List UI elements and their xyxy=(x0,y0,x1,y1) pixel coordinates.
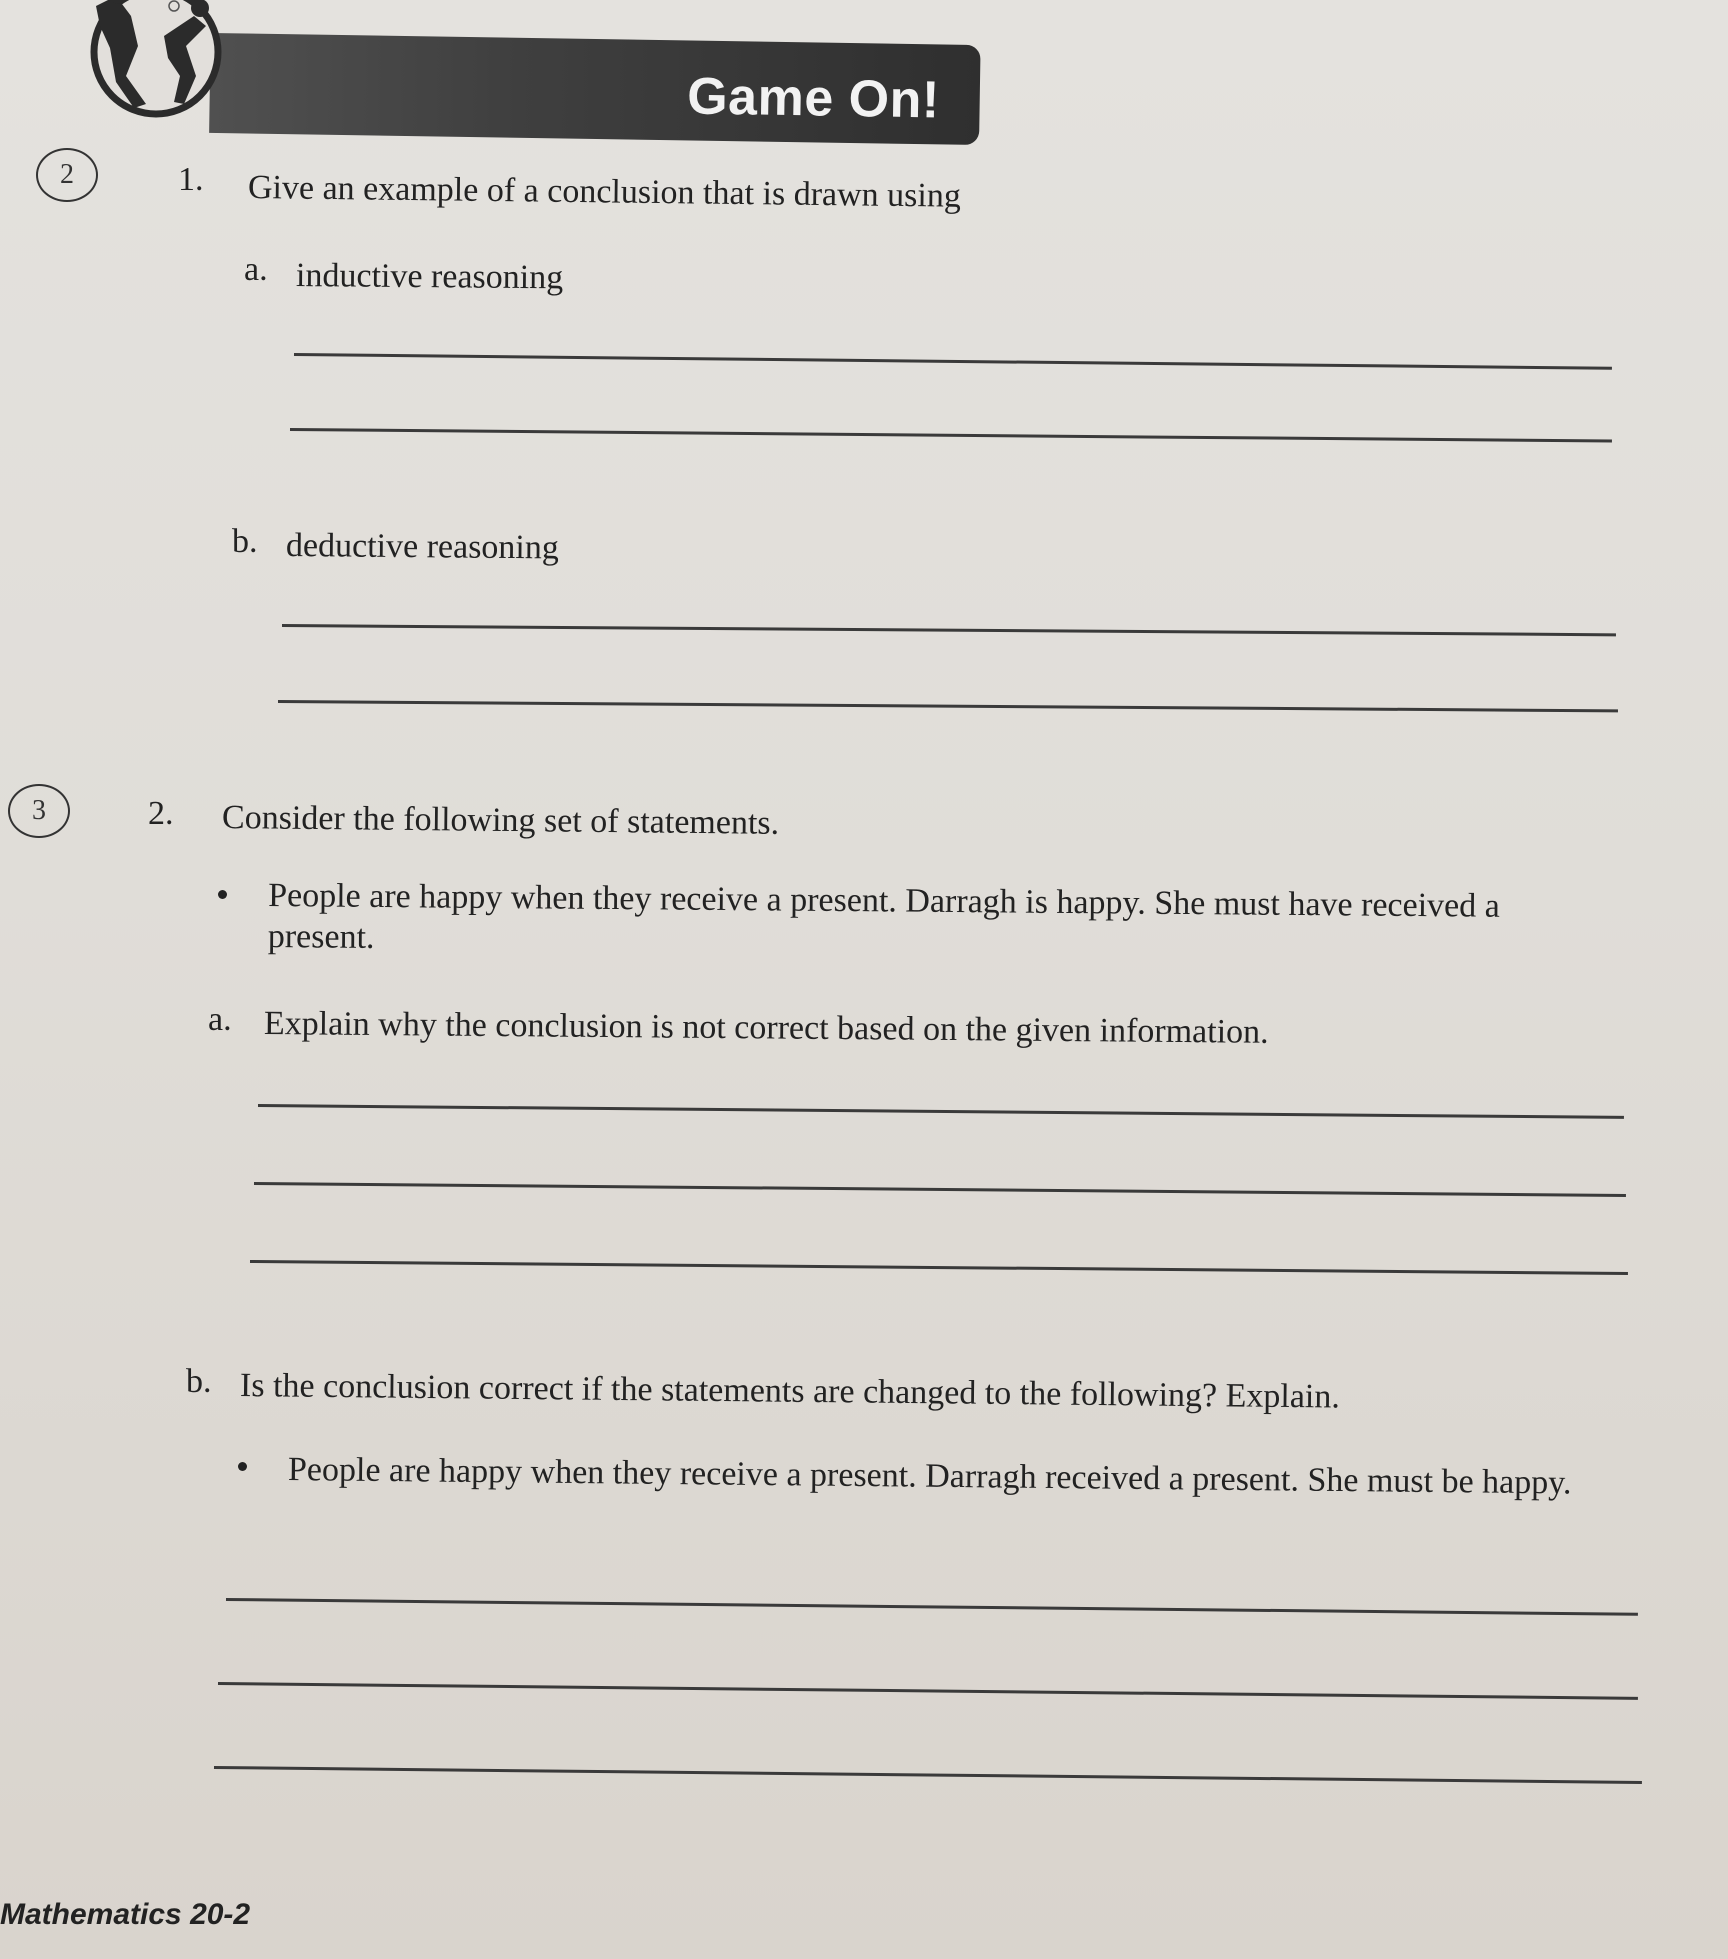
answer-line[interactable] xyxy=(214,1766,1642,1784)
header-banner xyxy=(149,22,977,143)
bullet xyxy=(218,890,227,899)
answer-line[interactable] xyxy=(290,428,1612,443)
q1-part-a-letter: a. xyxy=(244,251,268,288)
q2-part-a-text: Explain why the conclusion is not correct based on the given information. xyxy=(263,1005,1269,1051)
question-number-1: 1. xyxy=(178,161,204,198)
answer-line[interactable] xyxy=(254,1182,1626,1197)
q1-part-b-text: deductive reasoning xyxy=(285,527,560,567)
page-title: Game On! xyxy=(686,67,941,130)
marks-badge-q2: 3 xyxy=(8,784,70,838)
marks-badge-q1: 2 xyxy=(36,148,98,202)
answer-line[interactable] xyxy=(294,353,1612,370)
answer-line[interactable] xyxy=(218,1682,1638,1700)
answer-line[interactable] xyxy=(282,624,1616,636)
soccer-players-icon xyxy=(76,0,232,126)
header-bar xyxy=(209,33,980,145)
q1-part-b-letter: b. xyxy=(232,523,258,560)
footer-course-title: Mathematics 20-2 xyxy=(0,1898,251,1931)
question-1-prompt: Give an example of a conclusion that is drawn using xyxy=(247,169,962,215)
answer-line[interactable] xyxy=(226,1598,1638,1616)
answer-line[interactable] xyxy=(258,1104,1624,1119)
bullet xyxy=(238,1462,247,1471)
question-number-2: 2. xyxy=(148,795,174,832)
answer-line[interactable] xyxy=(278,700,1618,712)
q2-b-statement: People are happy when they receive a present. Darragh received a present. She must be happy. xyxy=(287,1451,1572,1502)
q2-part-b-letter: b. xyxy=(186,1363,212,1400)
question-2-prompt: Consider the following set of statements. xyxy=(221,799,780,842)
q2-part-a-letter: a. xyxy=(208,1001,232,1038)
answer-line[interactable] xyxy=(250,1260,1628,1275)
q2-part-b-text: Is the conclusion correct if the statements are changed to the following? Explain. xyxy=(239,1367,1341,1416)
q2-statement: People are happy when they receive a present. Darragh is happy. She must have received a present. xyxy=(267,877,1500,956)
q1-part-a-text: inductive reasoning xyxy=(295,257,564,297)
